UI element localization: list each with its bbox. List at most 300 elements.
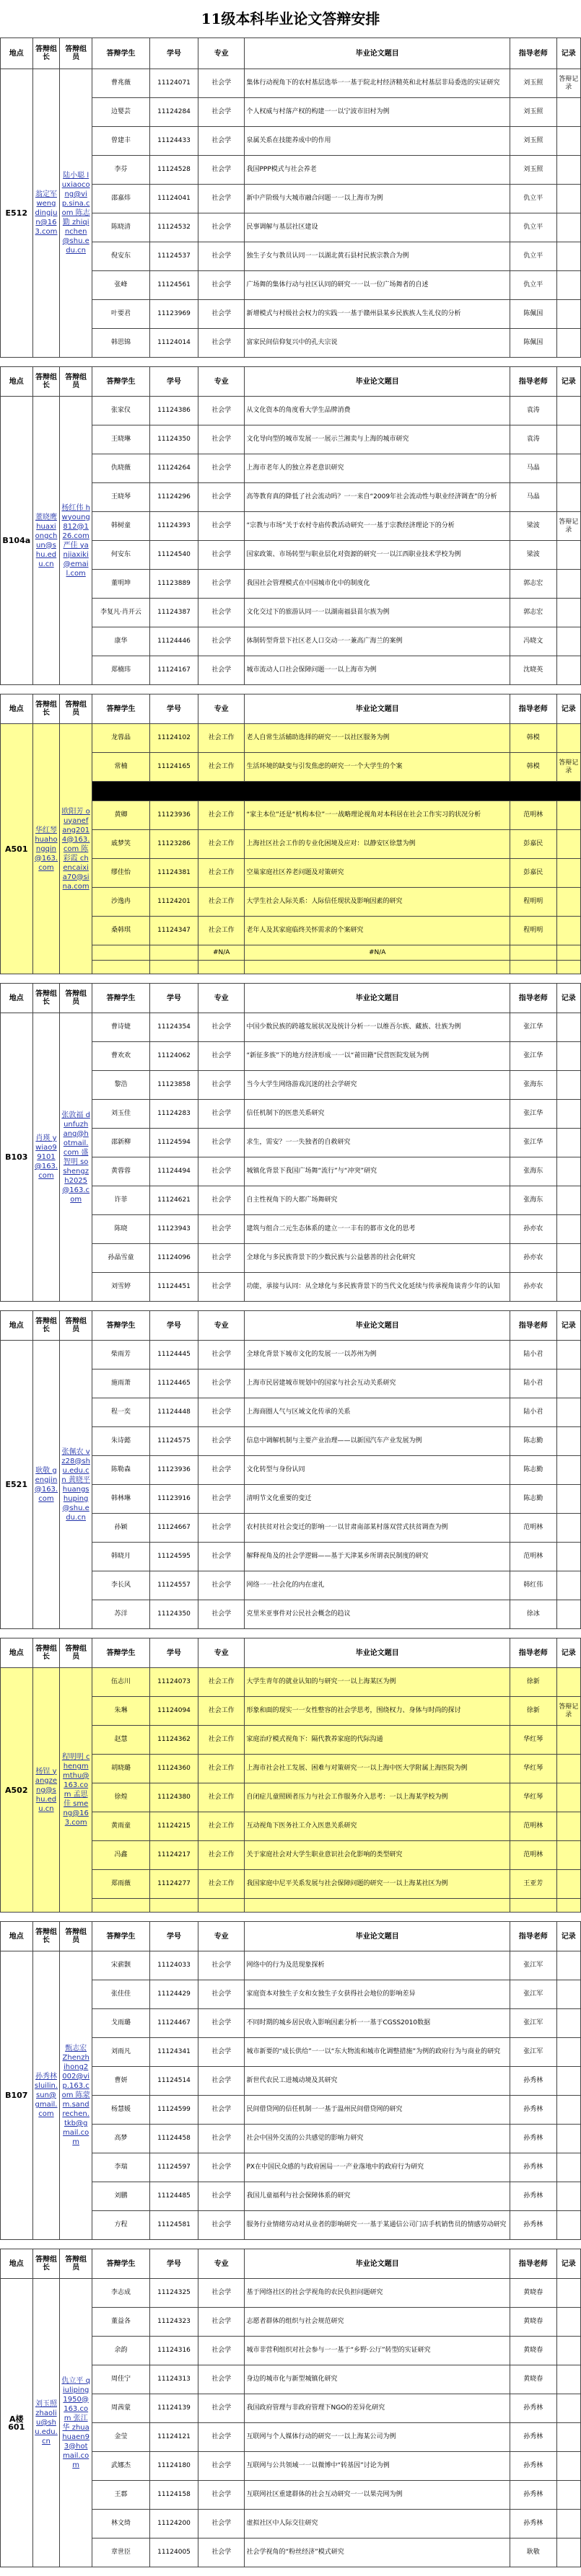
record-cell: [556, 425, 580, 454]
column-header: 答辩组长: [32, 2249, 60, 2279]
group-members-cell[interactable]: 欧阳芳 ouyanefang2014@163.com 陈彩霞 chencaixia70@sina.com: [60, 724, 92, 974]
advisor-cell: 陆小君: [510, 1369, 556, 1398]
column-header: 答辩学生: [92, 1922, 149, 1951]
thesis-title-cell: 城市新要的“成长供给”一一以“东大物流和城市化调整措施”为例的政府行为与商业的研究: [245, 2038, 510, 2067]
advisor-cell: 陈佩国: [510, 300, 556, 329]
thesis-title-cell: 城镇化背景下我国广场舞“流行”与“冲突”研究: [245, 1157, 510, 1186]
thesis-title-cell: 生活环境的缺变与引发焦虑的研究一一个大学生的个案: [245, 753, 510, 782]
thesis-title-cell: 从文化资本的角度看大学生品牌消费: [245, 397, 510, 425]
student-id-cell: 11123858: [150, 1071, 198, 1100]
advisor-cell: 孙秀林: [510, 2423, 556, 2452]
advisor-cell: 黄晓春: [510, 2308, 556, 2337]
student-name-cell: 刘玉佳: [92, 1100, 149, 1129]
student-id-cell: 11124514: [150, 2067, 198, 2096]
major-cell: 社会学: [198, 1100, 245, 1129]
student-id-cell: 11124393: [150, 512, 198, 541]
thesis-title-cell: 文化转型与身份认同: [245, 1456, 510, 1485]
record-cell: [556, 2038, 580, 2067]
student-id-cell: 11124575: [150, 1427, 198, 1456]
column-header: 答辩组员: [60, 1638, 92, 1668]
record-cell: [556, 2211, 580, 2240]
thesis-title-cell: 广场舞的集体行动与社区认同的研究一一以一位广场舞者的自述: [245, 271, 510, 300]
student-id-cell: 11124621: [150, 1186, 198, 1215]
column-header: 毕业论文题目: [245, 367, 510, 397]
group-leader-cell[interactable]: 华红琴 huahongqin@163.com: [32, 724, 60, 974]
thesis-title-cell: 泉属关系在技能养成中的作用: [245, 127, 510, 156]
empty-cell: [92, 1899, 149, 1913]
thesis-title-cell: 文化交过下的旅游认同一一以湖南福县苗尔族为例: [245, 599, 510, 627]
advisor-cell: 刘玉照: [510, 69, 556, 98]
major-cell: 社会学: [198, 2153, 245, 2182]
major-cell: 社会学: [198, 599, 245, 627]
student-name-cell: 周佳宁: [92, 2365, 149, 2394]
column-header: 答辩组员: [60, 1922, 92, 1951]
thesis-title-cell: 全球化背景下城市文化的发展一一以苏州为例: [245, 1341, 510, 1369]
thesis-title-cell: 新世代农民工进城动境及其研究: [245, 2067, 510, 2096]
record-cell: [556, 1870, 580, 1899]
advisor-cell: 黄晓春: [510, 2337, 556, 2365]
record-cell: [556, 1157, 580, 1186]
thesis-title-cell: 互联网与个人媒体行动的研究一一以上海某公司为例: [245, 2423, 510, 2452]
group-leader-cell[interactable]: 耿敬 gengjin@163.com: [32, 1341, 60, 1629]
student-name-cell: 董益各: [92, 2308, 149, 2337]
student-name-cell: 朱诗懿: [92, 1427, 149, 1456]
advisor-cell: 张江华: [510, 1129, 556, 1157]
thesis-title-cell: PX在中国民众感的与政府困局一一产业落地中的政府行为研究: [245, 2153, 510, 2182]
advisor-cell: 张江军: [510, 1980, 556, 2009]
thesis-title-cell: 文化导向型的城市发展一一展示兰湘卖与上海的城市研究: [245, 425, 510, 454]
header-row: [1, 367, 581, 397]
advisor-cell: 孙秀林: [510, 2153, 556, 2182]
student-name-cell: 韩林琳: [92, 1485, 149, 1514]
empty-cell: [92, 961, 149, 974]
table-row: [1, 1013, 581, 1042]
thesis-title-cell: 新增模式与村级社会权力的实践一一基于赣州县某乡民族族人生礼仪的分析: [245, 300, 510, 329]
group-spacer: [0, 358, 581, 366]
student-name-cell: 倪安东: [92, 242, 149, 271]
record-cell: [556, 127, 580, 156]
student-name-cell: 韩晓月: [92, 1543, 149, 1571]
student-name-cell: 缪佳怡: [92, 859, 149, 888]
student-name-cell: 刘雨凡: [92, 2038, 149, 2067]
student-name-cell: 程一奕: [92, 1398, 149, 1427]
column-header: 答辩组员: [60, 694, 92, 724]
na-cell: #N/A: [245, 945, 510, 961]
column-header: 学号: [150, 1638, 198, 1668]
major-cell: 社会工作: [198, 724, 245, 753]
record-cell: [556, 1485, 580, 1514]
advisor-cell: 范明林: [510, 1812, 556, 1841]
column-header: 专业: [198, 2249, 245, 2279]
student-id-cell: 11124217: [150, 1841, 198, 1870]
record-cell: [556, 1273, 580, 1302]
column-header: 答辩组长: [32, 38, 60, 69]
student-id-cell: 11124071: [150, 69, 198, 98]
major-cell: 社会工作: [198, 753, 245, 782]
column-header: 指导老师: [510, 1638, 556, 1668]
major-cell: 社会学: [198, 425, 245, 454]
student-id-cell: 11124139: [150, 2394, 198, 2423]
major-cell: 社会工作: [198, 830, 245, 859]
column-header: 地点: [1, 694, 33, 724]
student-name-cell: 黄卿: [92, 801, 149, 830]
student-id-cell: 11124094: [150, 1697, 198, 1726]
record-cell: [556, 271, 580, 300]
record-cell[interactable]: 答辩记录: [556, 512, 580, 541]
major-cell: 社会学: [198, 1244, 245, 1273]
student-id-cell: 11124096: [150, 1244, 198, 1273]
advisor-cell: 程明明: [510, 888, 556, 917]
student-name-cell: 桑韩琪: [92, 917, 149, 945]
advisor-cell: 韩模: [510, 753, 556, 782]
thesis-title-cell: 自闭症儿童照顾者压力与社会工作服务介入思考：一以上海某学校为例: [245, 1783, 510, 1812]
column-header: 指导老师: [510, 2249, 556, 2279]
thesis-title-cell: 志愿者群体的组织与社会规范研究: [245, 2308, 510, 2337]
empty-cell: [245, 1899, 510, 1913]
schedule-table: [0, 983, 581, 1302]
record-cell: [556, 1013, 580, 1042]
record-cell: [556, 888, 580, 917]
table-row: [1, 724, 581, 753]
record-cell[interactable]: 答辩记录: [556, 753, 580, 782]
major-cell: 社会学: [198, 1398, 245, 1427]
column-header: 毕业论文题目: [245, 2249, 510, 2279]
student-id-cell: 11124102: [150, 724, 198, 753]
record-cell: [556, 2452, 580, 2481]
thesis-title-cell: 家庭治疗模式视角下：隔代教养家庭的代际沟通: [245, 1726, 510, 1755]
major-cell: 社会学: [198, 2096, 245, 2125]
advisor-cell: 华红琴: [510, 1783, 556, 1812]
advisor-cell: 陈佩国: [510, 329, 556, 358]
column-header: 记录: [556, 984, 580, 1013]
major-cell: 社会工作: [198, 1841, 245, 1870]
thesis-title-cell: 集体行动视角下的农村基层选举一一基于院北村经济精英和北村基层非局委选的实证研究: [245, 69, 510, 98]
table-row: [1, 69, 581, 98]
student-name-cell: 曹诗婕: [92, 1013, 149, 1042]
column-header: 记录: [556, 367, 580, 397]
record-cell[interactable]: 答辩记录: [556, 69, 580, 98]
student-name-cell: 曾建丰: [92, 127, 149, 156]
column-header: 地点: [1, 1638, 33, 1668]
record-cell: [556, 1783, 580, 1812]
major-cell: 社会学: [198, 271, 245, 300]
major-cell: 社会工作: [198, 888, 245, 917]
advisor-cell: 华红琴: [510, 1726, 556, 1755]
group-members-cell[interactable]: 甄志宏 Zhenzhihong2002@vip.163.com 陈蒙 m.sandrechen.tkb@gmail.com: [60, 1951, 92, 2240]
advisor-cell: 程明明: [510, 917, 556, 945]
advisor-cell: 孙秀林: [510, 2067, 556, 2096]
group-members-cell[interactable]: 张佩农 vz28@shu.edu.cn 黄晓平 huangshuping@shu.edu.cn: [60, 1341, 92, 1629]
record-cell: [556, 242, 580, 271]
thesis-title-cell: 上海商圈人气与区域文化传承的关系: [245, 1398, 510, 1427]
major-cell: 社会学: [198, 2452, 245, 2481]
column-header: 地点: [1, 367, 33, 397]
student-name-cell: 戈雨璐: [92, 2009, 149, 2038]
student-name-cell: 伍志川: [92, 1668, 149, 1697]
student-name-cell: 林文绮: [92, 2510, 149, 2538]
group-spacer: [0, 685, 581, 694]
student-id-cell: 11124014: [150, 329, 198, 358]
student-id-cell: 11124180: [150, 2452, 198, 2481]
record-cell: [556, 2279, 580, 2308]
student-id-cell: 11124597: [150, 2153, 198, 2182]
thesis-title-cell: 家庭资本对独生子女和女独生子女获得社会地位的影响差异: [245, 1980, 510, 2009]
student-id-cell: 11124537: [150, 242, 198, 271]
thesis-title-cell: 大学生青年的就业认知的与研究一一以上海某区为例: [245, 1668, 510, 1697]
student-id-cell: 11124540: [150, 541, 198, 570]
student-id-cell: 11124296: [150, 483, 198, 512]
major-cell: 社会学: [198, 483, 245, 512]
student-name-cell: 高梦: [92, 2125, 149, 2153]
advisor-cell: 张江华: [510, 1042, 556, 1071]
major-cell: 社会学: [198, 1129, 245, 1157]
column-header: 答辩组长: [32, 1638, 60, 1668]
thesis-title-cell: 农村扶贫对社会变迁的影响一一以甘肃南部某村落双营式扶贫调查为例: [245, 1514, 510, 1543]
advisor-cell: 陆小君: [510, 1398, 556, 1427]
record-cell: [556, 1543, 580, 1571]
student-id-cell: 11123916: [150, 1485, 198, 1514]
major-cell: 社会工作: [198, 917, 245, 945]
column-header: 学号: [150, 984, 198, 1013]
group-spacer: [0, 2240, 581, 2249]
thesis-title-cell: 高等教育真的降低了社会流动吗？一一来自“2009年社会流动性与职业经济调查”的分析: [245, 483, 510, 512]
student-name-cell: 张峰: [92, 271, 149, 300]
record-cell: [556, 1951, 580, 1980]
student-name-cell: 沙逸冉: [92, 888, 149, 917]
student-name-cell: 李志成: [92, 2279, 149, 2308]
column-header: 学号: [150, 2249, 198, 2279]
major-cell: 社会学: [198, 2538, 245, 2567]
column-header: 专业: [198, 1922, 245, 1951]
student-id-cell: 11124041: [150, 185, 198, 213]
location-cell: A501: [1, 724, 33, 974]
major-cell: 社会学: [198, 1485, 245, 1514]
location-cell: A502: [1, 1668, 33, 1913]
advisor-cell: 孙秀林: [510, 2182, 556, 2211]
advisor-cell: 仇立平: [510, 242, 556, 271]
thesis-title-cell: 城市流动人口社会保障问题一一以上海市为例: [245, 656, 510, 685]
student-id-cell: 11124005: [150, 2538, 198, 2567]
group-leader-cell[interactable]: 董晓鹰 huaxiongchun@shu.edu.cn: [32, 397, 60, 685]
record-cell: [556, 801, 580, 830]
group-members-cell[interactable]: 张敦福 dunfuzhang@hotmail.com 盛智明 soshengzh2025@163.com: [60, 1013, 92, 1302]
student-id-cell: 11124062: [150, 1042, 198, 1071]
group-members-cell[interactable]: 程明明 chengmmthu@163.com 孟思佳 smeng@163.com: [60, 1668, 92, 1913]
record-cell: [556, 1244, 580, 1273]
column-header: 答辩组长: [32, 1922, 60, 1951]
record-cell: [556, 2538, 580, 2567]
advisor-cell: 孙亦农: [510, 1215, 556, 1244]
major-cell: 社会学: [198, 1273, 245, 1302]
student-id-cell: 11124433: [150, 127, 198, 156]
column-header: 学号: [150, 38, 198, 69]
column-header: 记录: [556, 1638, 580, 1668]
advisor-cell: 孙秀林: [510, 2510, 556, 2538]
record-cell: [556, 2308, 580, 2337]
student-id-cell: 11124200: [150, 2510, 198, 2538]
major-cell: 社会学: [198, 2125, 245, 2153]
record-cell: [556, 1571, 580, 1600]
major-cell: 社会工作: [198, 1697, 245, 1726]
student-name-cell: 徐煌: [92, 1783, 149, 1812]
thesis-title-cell: 信息中调解机制与主要产业治理——以新国汽车产业发展为例: [245, 1427, 510, 1456]
header-row: [1, 1922, 581, 1951]
advisor-cell: 张海东: [510, 1071, 556, 1100]
group-leader-cell[interactable]: 孙秀林 sluilin.sun@gmail.com: [32, 1951, 60, 2240]
thesis-title-cell: 大学生社会人际关系：人际信任现状及影响因素的研究: [245, 888, 510, 917]
student-id-cell: 11124557: [150, 1571, 198, 1600]
student-id-cell: 11123889: [150, 570, 198, 599]
major-cell: 社会学: [198, 1514, 245, 1543]
student-name-cell: 李复凡·肖开云: [92, 599, 149, 627]
record-cell: [556, 185, 580, 213]
thesis-title-cell: 信任机制下的医患关系研究: [245, 1100, 510, 1129]
thesis-title-cell: 克里米亚事件对公民社会概念的趋议: [245, 1600, 510, 1629]
advisor-cell: 彭嘉民: [510, 859, 556, 888]
column-header: 答辩组员: [60, 2249, 92, 2279]
advisor-cell: 马晶: [510, 483, 556, 512]
record-cell: [556, 2125, 580, 2153]
student-id-cell: 11124325: [150, 2279, 198, 2308]
student-name-cell: 何安东: [92, 541, 149, 570]
column-header: 答辩学生: [92, 1638, 149, 1668]
record-cell: [556, 1980, 580, 2009]
student-name-cell: 孙颖: [92, 1514, 149, 1543]
record-cell: [556, 1042, 580, 1071]
major-cell: 社会学: [198, 69, 245, 98]
na-cell: [556, 945, 580, 961]
group-leader-cell[interactable]: 刘玉照 zhaoliu@shu.edu.cn: [32, 2279, 60, 2567]
advisor-cell: 范明林: [510, 1841, 556, 1870]
schedule-table: [0, 1921, 581, 2240]
thesis-title-cell: 我国政府管理与非政府管理下NGO的差异化研究: [245, 2394, 510, 2423]
student-name-cell: 朱琳: [92, 1697, 149, 1726]
student-name-cell: 柴雨芳: [92, 1341, 149, 1369]
column-header: 地点: [1, 2249, 33, 2279]
record-cell: [556, 570, 580, 599]
column-header: 指导老师: [510, 1311, 556, 1341]
student-id-cell: 11123936: [150, 1456, 198, 1485]
record-cell: [556, 2182, 580, 2211]
schedule-table: [0, 2249, 581, 2567]
group-members-cell[interactable]: 杨红伟 hwyoung812@126.com 严佳 yanjiaxiki@email.com: [60, 397, 92, 685]
student-id-cell: 11124451: [150, 1273, 198, 1302]
record-cell: [556, 541, 580, 570]
record-cell: [556, 454, 580, 483]
thesis-title-cell: 空巢家庭社区养老问题及对策研究: [245, 859, 510, 888]
header-row: [1, 1638, 581, 1668]
student-name-cell: 刘雪婷: [92, 1273, 149, 1302]
table-row: [1, 1668, 581, 1697]
student-name-cell: 韩树童: [92, 512, 149, 541]
thesis-title-cell: 全球化与多民族背景下的少数民族与公益慈善的社会化研究: [245, 1244, 510, 1273]
advisor-cell: 仇立平: [510, 271, 556, 300]
na-cell: [92, 945, 149, 961]
major-cell: 社会学: [198, 329, 245, 358]
thesis-title-cell: 富家民间信仰复兴中的孔夫宗说: [245, 329, 510, 358]
thesis-title-cell: 民事调解与基层社区建设: [245, 213, 510, 242]
record-cell: [556, 2481, 580, 2510]
group-leader-cell[interactable]: 肖瑛 ywiao99101@163.com: [32, 1013, 60, 1302]
column-header: 答辩学生: [92, 984, 149, 1013]
group-leader-cell[interactable]: 翁定军 wengdingjun@163.com: [32, 69, 60, 358]
location-cell: B103: [1, 1013, 33, 1302]
student-id-cell: 11124448: [150, 1398, 198, 1427]
student-id-cell: 11124033: [150, 1951, 198, 1980]
record-cell: [556, 2153, 580, 2182]
student-name-cell: 李芬: [92, 156, 149, 185]
thesis-title-cell: 社会中国外交流的公共感觉的影响力研究: [245, 2125, 510, 2153]
record-cell: [556, 2423, 580, 2452]
column-header: 答辩组员: [60, 1311, 92, 1341]
column-header: 记录: [556, 2249, 580, 2279]
column-header: 指导老师: [510, 984, 556, 1013]
major-cell: 社会工作: [198, 1783, 245, 1812]
student-id-cell: 11124467: [150, 2009, 198, 2038]
schedule-container: [0, 38, 581, 2576]
advisor-cell: 仇立平: [510, 213, 556, 242]
student-name-cell: 金莹: [92, 2423, 149, 2452]
student-name-cell: 陈晓: [92, 1215, 149, 1244]
thesis-title-cell: 我国儿童福利与社会保障体系的研究: [245, 2182, 510, 2211]
advisor-cell: 黄晓春: [510, 2279, 556, 2308]
student-id-cell: 11124528: [150, 156, 198, 185]
thesis-title-cell: 网络一一社会化的内在虚礼: [245, 1571, 510, 1600]
schedule-table: [0, 38, 581, 358]
thesis-title-cell: 老人自常生活辅助选择的研究一一以社区服务为例: [245, 724, 510, 753]
student-name-cell: 郑雨薇: [92, 1870, 149, 1899]
major-cell: 社会学: [198, 2337, 245, 2365]
advisor-cell: 孙秀林: [510, 2125, 556, 2153]
record-cell: [556, 300, 580, 329]
advisor-cell: 冯晓文: [510, 627, 556, 656]
empty-cell: [150, 961, 198, 974]
advisor-cell: 袁涛: [510, 397, 556, 425]
student-id-cell: 11124284: [150, 98, 198, 127]
advisor-cell: 范明林: [510, 1543, 556, 1571]
record-cell: [556, 2337, 580, 2365]
student-id-cell: 11124158: [150, 2481, 198, 2510]
student-name-cell: 邵嘉炜: [92, 185, 149, 213]
table-row: [1, 1951, 581, 1980]
thesis-title-cell: 互联网与公共领域一一以微博中“转基因”讨论为例: [245, 2452, 510, 2481]
major-cell: 社会学: [198, 627, 245, 656]
student-id-cell: 11124594: [150, 1129, 198, 1157]
group-spacer: [0, 2567, 581, 2576]
advisor-cell: 黄晓春: [510, 2365, 556, 2394]
student-id-cell: 11124386: [150, 397, 198, 425]
group-members-cell[interactable]: 陆小聪 luxiaocong@vip.sina.com 陈志勤 zhiqinchen@shu.edu.cn: [60, 69, 92, 358]
major-cell: 社会学: [198, 656, 245, 685]
thesis-title-cell: 当今大学生网络游戏沉迷的社会学研究: [245, 1071, 510, 1100]
record-cell[interactable]: 答辩记录: [556, 1697, 580, 1726]
empty-cell: [198, 961, 245, 974]
column-header: 答辩组员: [60, 367, 92, 397]
column-header: 指导老师: [510, 1922, 556, 1951]
thesis-title-cell: 我国家庭中尼平关系发展与社会保障问题的研究一一以上海某社区为例: [245, 1870, 510, 1899]
group-leader-cell[interactable]: 杨锃 yangzeng@shu.edu.cn: [32, 1668, 60, 1913]
thesis-title-cell: 形象和面的现实一一女性整容的社会学思考，围绕权力、身体与时尚的探讨: [245, 1697, 510, 1726]
header-row: [1, 984, 581, 1013]
student-id-cell: 11124121: [150, 2423, 198, 2452]
record-cell: [556, 2009, 580, 2038]
student-name-cell: 张佳佳: [92, 1980, 149, 2009]
group-members-cell[interactable]: 仇立平 qiuliping1950@163.com 张江华 zhuahuaen93@hotmail.com: [60, 2279, 92, 2567]
record-cell: [556, 98, 580, 127]
major-cell: 社会学: [198, 1543, 245, 1571]
column-header: 地点: [1, 38, 33, 69]
advisor-cell: 孙亦农: [510, 1273, 556, 1302]
